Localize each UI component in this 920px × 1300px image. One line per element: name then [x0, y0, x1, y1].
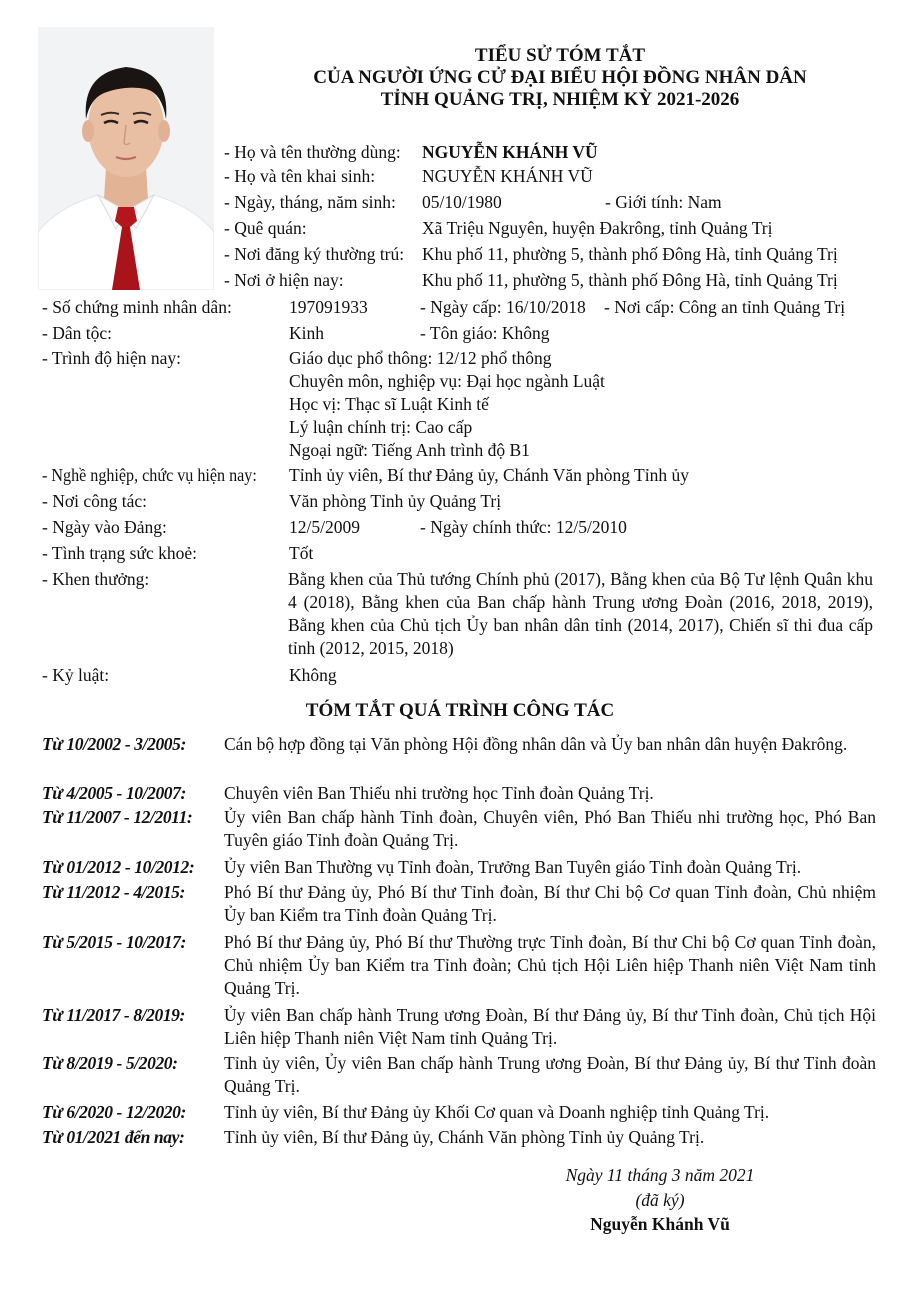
occupation-label-wrap — [42, 464, 276, 486]
career-period: Từ 01/2012 - 10/2012: — [42, 857, 195, 877]
career-description: Tỉnh ủy viên, Ủy viên Ban chấp hành Trung ương Đoàn, Bí thư Đảng ủy, Bí thư Tỉnh đoàn Quảng Trị. — [224, 1053, 876, 1096]
career-period: Từ 8/2019 - 5/2020: — [42, 1053, 178, 1073]
dob-value: 05/10/1980 — [422, 192, 502, 212]
career-description: Ủy viên Ban chấp hành Tỉnh đoàn, Chuyên viên, Phó Ban Thiếu nhi trường học, Phó Ban Tuyên giáo Tỉnh đoàn Quảng Trị. — [224, 807, 876, 850]
signature-name: Nguyễn Khánh Vũ — [590, 1214, 730, 1234]
education-political-theory: Lý luận chính trị: Cao cấp — [289, 417, 473, 437]
id-issue-date: - Ngày cấp: 16/10/2018 — [420, 297, 586, 317]
education-label: - Trình độ hiện nay: — [42, 348, 182, 368]
occupation-label: - Nghề nghiệp, chức vụ hiện nay: — [42, 465, 257, 485]
discipline-value: Không — [289, 665, 337, 685]
permanent-residence-value: Khu phố 11, phường 5, thành phố Đông Hà, tỉnh Quảng Trị — [422, 244, 838, 264]
health-label: - Tình trạng sức khoẻ: — [42, 543, 197, 563]
career-period: Từ 11/2007 - 12/2011: — [42, 807, 193, 827]
career-period: Từ 01/2021 đến nay: — [42, 1127, 185, 1147]
occupation-value: Tỉnh ủy viên, Bí thư Đảng ủy, Chánh Văn phòng Tỉnh ủy — [289, 465, 689, 485]
career-period: Từ 10/2002 - 3/2005: — [42, 734, 186, 754]
education-degree: Học vị: Thạc sĩ Luật Kinh tế — [289, 394, 489, 414]
id-card-label: - Số chứng minh nhân dân: — [42, 297, 232, 317]
education-foreign-language: Ngoại ngữ: Tiếng Anh trình độ B1 — [289, 440, 530, 460]
portrait-illustration — [38, 27, 214, 290]
ethnicity-label: - Dân tộc: — [42, 323, 112, 343]
hometown-value: Xã Triệu Nguyên, huyện Đakrông, tỉnh Quảng Trị — [422, 218, 773, 238]
career-description: Ủy viên Ban Thường vụ Tỉnh đoàn, Trưởng Ban Tuyên giáo Tỉnh đoàn Quảng Trị. — [224, 857, 802, 877]
dob-label: - Ngày, tháng, năm sinh: — [224, 192, 396, 212]
id-card-value: 197091933 — [289, 297, 368, 317]
current-residence-label: - Nơi ở hiện nay: — [224, 270, 344, 290]
common-name-label: - Họ và tên thường dùng: — [224, 142, 401, 162]
career-description: Phó Bí thư Đảng ủy, Phó Bí thư Thường trực Tỉnh đoàn, Bí thư Chi bộ Cơ quan Tỉnh đoàn, Chủ nhiệm Ủy ban Kiểm tra Tỉnh đoàn; Chủ tịch Hội Liên hiệp Thanh niên Việt Nam tỉnh Quảng Trị. — [224, 932, 876, 998]
career-section-title: TÓM TẮT QUÁ TRÌNH CÔNG TÁC — [305, 700, 615, 721]
workplace-value: Văn phòng Tỉnh ủy Quảng Trị — [289, 491, 502, 511]
career-period: Từ 11/2012 - 4/2015: — [42, 882, 185, 902]
party-join-label: - Ngày vào Đảng: — [42, 517, 167, 537]
party-join-date: 12/5/2009 — [289, 517, 360, 537]
current-residence-value: Khu phố 11, phường 5, thành phố Đông Hà, tỉnh Quảng Trị — [422, 270, 838, 290]
awards-value: Bằng khen của Thủ tướng Chính phủ (2017), Bằng khen của Bộ Tư lệnh Quân khu 4 (2018), Bằng khen của Ban chấp hành Trung ương Đoàn (2016, 2018, 2019), Bằng khen của Chủ tịch Ủy ban nhân dân tỉnh (2014, 2017), Chiến sĩ thi đua cấp tỉnh (2012, 2015, 2018) — [288, 569, 873, 658]
career-description: Chuyên viên Ban Thiếu nhi trường học Tỉnh đoàn Quảng Trị. — [224, 783, 654, 803]
career-period: Từ 6/2020 - 12/2020: — [42, 1102, 186, 1122]
discipline-label: - Kỷ luật: — [42, 665, 110, 685]
birth-name-label: - Họ và tên khai sinh: — [224, 166, 376, 186]
hometown-label: - Quê quán: — [224, 218, 307, 238]
education-specialty: Chuyên môn, nghiệp vụ: Đại học ngành Luật — [289, 371, 605, 391]
education-general: Giáo dục phổ thông: 12/12 phổ thông — [289, 348, 552, 368]
career-description: Tỉnh ủy viên, Bí thư Đảng ủy Khối Cơ quan và Doanh nghiệp tỉnh Quảng Trị. — [224, 1102, 770, 1122]
career-description: Ủy viên Ban chấp hành Trung ương Đoàn, Bí thư Đảng ủy, Bí thư Tỉnh đoàn, Chủ tịch Hội Liên hiệp Thanh niên Việt Nam tỉnh Quảng Trị. — [224, 1005, 876, 1048]
id-issue-place: - Nơi cấp: Công an tỉnh Quảng Trị — [604, 297, 846, 317]
awards-label: - Khen thưởng: — [42, 569, 150, 589]
signature-note: (đã ký) — [635, 1190, 685, 1210]
party-official-date: - Ngày chính thức: 12/5/2010 — [420, 517, 627, 537]
document-term: TỈNH QUẢNG TRỊ, NHIỆM KỲ 2021-2026 — [380, 89, 740, 110]
portrait-photo — [38, 27, 214, 290]
ethnicity-value: Kinh — [289, 323, 324, 343]
signature-date: Ngày 11 tháng 3 năm 2021 — [565, 1165, 755, 1185]
career-description: Tỉnh ủy viên, Bí thư Đảng ủy, Chánh Văn phòng Tỉnh ủy Quảng Trị. — [224, 1127, 705, 1147]
career-period: Từ 4/2005 - 10/2007: — [42, 783, 186, 803]
career-period: Từ 5/2015 - 10/2017: — [42, 932, 186, 952]
birth-name-value: NGUYỄN KHÁNH VŨ — [422, 166, 593, 186]
workplace-label: - Nơi công tác: — [42, 491, 147, 511]
career-description: Cán bộ hợp đồng tại Văn phòng Hội đồng nhân dân và Ủy ban nhân dân huyện Đakrông. — [224, 734, 848, 754]
document-title: TIỂU SỬ TÓM TẮT — [474, 45, 646, 66]
religion-value: - Tôn giáo: Không — [420, 323, 550, 343]
health-value: Tốt — [289, 543, 314, 563]
document-subtitle: CỦA NGƯỜI ỨNG CỬ ĐẠI BIỂU HỘI ĐỒNG NHÂN DÂN — [313, 67, 807, 88]
common-name-value: NGUYỄN KHÁNH VŨ — [422, 142, 598, 162]
permanent-residence-label: - Nơi đăng ký thường trú: — [224, 244, 405, 264]
career-description: Phó Bí thư Đảng ủy, Phó Bí thư Tỉnh đoàn, Bí thư Chi bộ Cơ quan Tỉnh đoàn, Chủ nhiệm Ủy ban Kiểm tra Tỉnh đoàn Quảng Trị. — [224, 882, 876, 925]
career-period: Từ 11/2017 - 8/2019: — [42, 1005, 185, 1025]
gender-value: - Giới tính: Nam — [605, 192, 722, 212]
